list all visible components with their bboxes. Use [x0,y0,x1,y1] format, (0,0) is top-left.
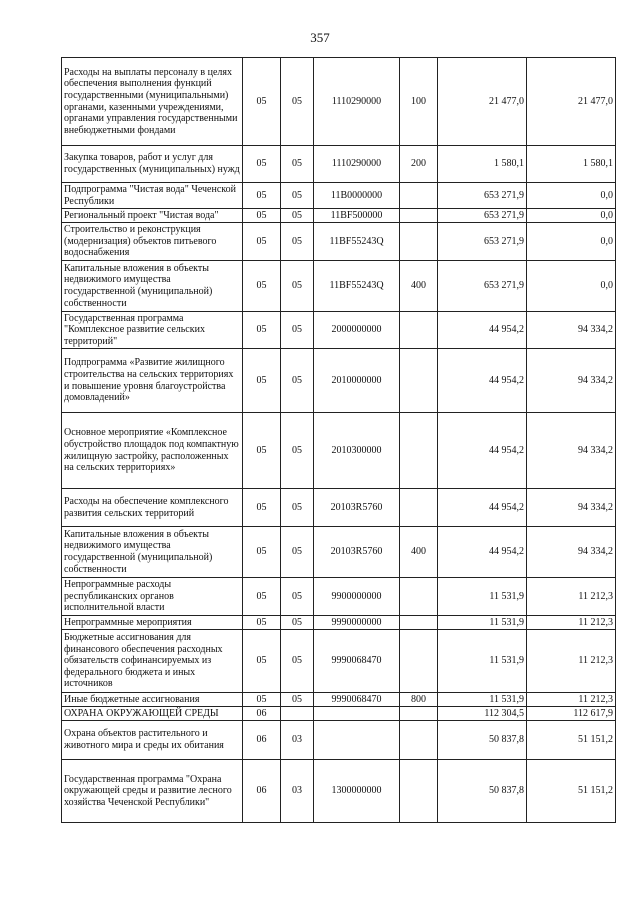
target-article-code: 2010300000 [314,413,400,489]
amount-year-1: 44 954,2 [438,413,527,489]
section-code: 05 [243,616,281,630]
amount-year-1: 44 954,2 [438,527,527,578]
target-article-code: 11ВF55243Q [314,223,400,261]
section-code: 06 [243,760,281,823]
amount-year-2: 0,0 [527,209,616,223]
subsection-code: 03 [281,760,314,823]
row-name: Основное мероприятие «Комплексное обустройство площадок под компактную жилищную застройку, расположенных на сельских территориях» [62,413,243,489]
expense-type-code: 400 [400,527,438,578]
target-article-code: 9990068470 [314,630,400,693]
amount-year-1: 44 954,2 [438,489,527,527]
table-row [62,261,616,312]
row-name: Государственная программа "Комплексное развитие сельских территорий" [62,312,243,349]
table-row [62,209,616,223]
amount-year-2: 94 334,2 [527,312,616,349]
amount-year-1: 50 837,8 [438,721,527,760]
subsection-code: 05 [281,349,314,413]
target-article-code: 20103R5760 [314,527,400,578]
amount-year-2: 0,0 [527,183,616,209]
amount-year-2: 94 334,2 [527,349,616,413]
subsection-code: 05 [281,209,314,223]
budget-table [61,57,616,823]
subsection-code: 05 [281,223,314,261]
expense-type-code: 100 [400,58,438,146]
table-row [62,58,616,146]
amount-year-2: 11 212,3 [527,693,616,707]
subsection-code: 05 [281,312,314,349]
expense-type-code [400,223,438,261]
row-name: Строительство и реконструкция (модернизация) объектов питьевого водоснабжения [62,223,243,261]
section-code: 05 [243,58,281,146]
amount-year-1: 653 271,9 [438,223,527,261]
subsection-code: 05 [281,261,314,312]
expense-type-code: 200 [400,146,438,183]
target-article-code: 1300000000 [314,760,400,823]
expense-type-code [400,707,438,721]
table-row [62,183,616,209]
target-article-code: 1110290000 [314,58,400,146]
amount-year-1: 50 837,8 [438,760,527,823]
table-row [62,760,616,823]
row-name: Бюджетные ассигнования для финансового обеспечения расходных обязательств софинансируемых из федерального бюджета и иных источников [62,630,243,693]
amount-year-2: 11 212,3 [527,616,616,630]
section-code: 05 [243,349,281,413]
amount-year-1: 1 580,1 [438,146,527,183]
target-article-code: 11В0000000 [314,183,400,209]
subsection-code: 05 [281,630,314,693]
table-row [62,146,616,183]
amount-year-1: 11 531,9 [438,693,527,707]
expense-type-code [400,630,438,693]
section-code: 06 [243,707,281,721]
target-article-code: 1110290000 [314,146,400,183]
section-code: 05 [243,413,281,489]
amount-year-1: 44 954,2 [438,312,527,349]
expense-type-code [400,413,438,489]
row-name: Региональный проект "Чистая вода" [62,209,243,223]
target-article-code: 9900000000 [314,578,400,616]
section-code: 05 [243,209,281,223]
subsection-code [281,707,314,721]
expense-type-code [400,721,438,760]
subsection-code: 05 [281,693,314,707]
target-article-code: 20103R5760 [314,489,400,527]
row-name: Государственная программа "Охрана окружающей среды и развитие лесного хозяйства Чеченской Республики" [62,760,243,823]
section-code: 05 [243,578,281,616]
table-row [62,489,616,527]
table-row [62,693,616,707]
row-name: Капитальные вложения в объекты недвижимого имущества государственной (муниципальной) собственности [62,261,243,312]
amount-year-1: 11 531,9 [438,630,527,693]
amount-year-2: 112 617,9 [527,707,616,721]
amount-year-1: 653 271,9 [438,183,527,209]
amount-year-2: 94 334,2 [527,489,616,527]
amount-year-2: 11 212,3 [527,630,616,693]
row-name: Непрограммные мероприятия [62,616,243,630]
expense-type-code [400,578,438,616]
table-row [62,721,616,760]
table-row [62,616,616,630]
section-code: 05 [243,183,281,209]
expense-type-code [400,349,438,413]
amount-year-2: 21 477,0 [527,58,616,146]
row-name: Расходы на обеспечение комплексного развития сельских территорий [62,489,243,527]
table-row [62,527,616,578]
expense-type-code [400,616,438,630]
table-row [62,312,616,349]
section-code: 06 [243,721,281,760]
subsection-code: 05 [281,183,314,209]
row-name: Расходы на выплаты персоналу в целях обеспечения выполнения функций государственными (муниципальными) органами, казенными учреждениями, органами управления государственными внебюджетными фондами [62,58,243,146]
expense-type-code: 400 [400,261,438,312]
expense-type-code [400,312,438,349]
amount-year-1: 653 271,9 [438,261,527,312]
table-row [62,349,616,413]
expense-type-code [400,183,438,209]
subsection-code: 05 [281,146,314,183]
amount-year-1: 653 271,9 [438,209,527,223]
expense-type-code [400,489,438,527]
section-code: 05 [243,527,281,578]
subsection-code: 05 [281,527,314,578]
row-name: Закупка товаров, работ и услуг для государственных (муниципальных) нужд [62,146,243,183]
section-code: 05 [243,489,281,527]
subsection-code: 05 [281,489,314,527]
subsection-code: 05 [281,58,314,146]
amount-year-2: 94 334,2 [527,413,616,489]
expense-type-code [400,760,438,823]
target-article-code [314,721,400,760]
target-article-code: 2000000000 [314,312,400,349]
amount-year-2: 0,0 [527,261,616,312]
row-name: Охрана объектов растительного и животного мира и среды их обитания [62,721,243,760]
target-article-code: 9990068470 [314,693,400,707]
row-name: Капитальные вложения в объекты недвижимого имущества государственной (муниципальной) собственности [62,527,243,578]
subsection-code: 03 [281,721,314,760]
amount-year-2: 11 212,3 [527,578,616,616]
section-code: 05 [243,312,281,349]
amount-year-1: 11 531,9 [438,578,527,616]
subsection-code: 05 [281,616,314,630]
section-code: 05 [243,693,281,707]
expense-type-code: 800 [400,693,438,707]
section-code: 05 [243,146,281,183]
row-name: Непрограммные расходы республиканских органов исполнительной власти [62,578,243,616]
table-row [62,707,616,721]
section-code: 05 [243,223,281,261]
target-article-code: 11ВF500000 [314,209,400,223]
row-name: ОХРАНА ОКРУЖАЮЩЕЙ СРЕДЫ [62,707,243,721]
target-article-code: 2010000000 [314,349,400,413]
section-code: 05 [243,261,281,312]
amount-year-2: 51 151,2 [527,721,616,760]
target-article-code [314,707,400,721]
page-number: 357 [310,30,330,45]
amount-year-1: 44 954,2 [438,349,527,413]
target-article-code: 9990000000 [314,616,400,630]
target-article-code: 11ВF55243Q [314,261,400,312]
row-name: Иные бюджетные ассигнования [62,693,243,707]
section-code: 05 [243,630,281,693]
table-row [62,578,616,616]
table-row [62,630,616,693]
amount-year-2: 0,0 [527,223,616,261]
row-name: Подпрограмма «Развитие жилищного строительства на сельских территориях и повышение уровня благоустройства домовладений» [62,349,243,413]
table-row [62,413,616,489]
amount-year-1: 112 304,5 [438,707,527,721]
subsection-code: 05 [281,578,314,616]
row-name: Подпрограмма "Чистая вода" Чеченской Республики [62,183,243,209]
amount-year-2: 1 580,1 [527,146,616,183]
amount-year-2: 94 334,2 [527,527,616,578]
expense-type-code [400,209,438,223]
subsection-code: 05 [281,413,314,489]
amount-year-1: 21 477,0 [438,58,527,146]
table-row [62,223,616,261]
amount-year-1: 11 531,9 [438,616,527,630]
amount-year-2: 51 151,2 [527,760,616,823]
